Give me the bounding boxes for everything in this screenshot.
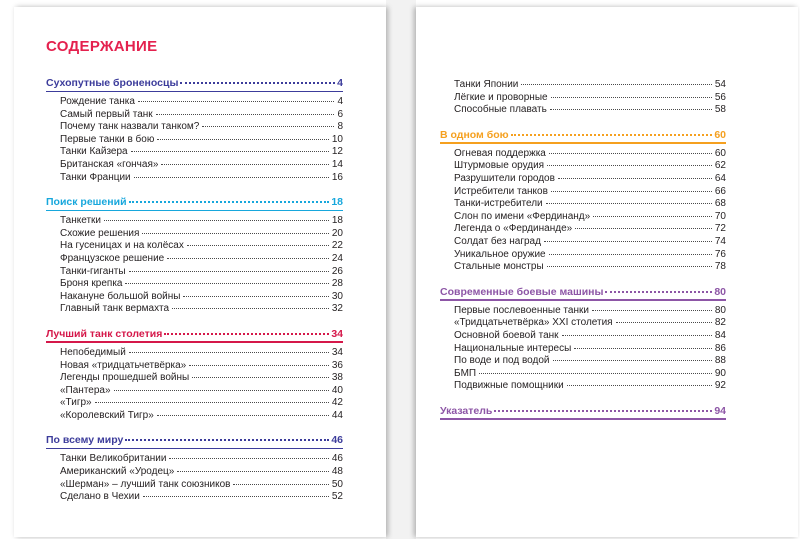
dot-leader — [169, 458, 328, 459]
toc-entry-page: 66 — [714, 185, 726, 197]
toc-entry-label: «Шерман» – лучший танк союзников — [60, 478, 231, 490]
toc-section-heading[interactable] — [46, 196, 343, 211]
toc-entry-page: 12 — [331, 146, 343, 158]
dot-leader — [192, 377, 329, 378]
toc-entry[interactable] — [46, 240, 343, 253]
dot-leader — [553, 360, 712, 361]
toc-section — [46, 328, 343, 423]
dot-leader — [551, 97, 712, 98]
toc-entry-page: 60 — [714, 147, 726, 159]
toc-entry-label: Танки-истребители — [454, 198, 543, 210]
dot-leader — [567, 385, 712, 386]
toc-entry-label: Броня крепка — [60, 278, 123, 290]
toc-entry[interactable] — [46, 410, 343, 423]
toc-entry[interactable] — [440, 261, 726, 274]
toc-entry[interactable] — [440, 79, 726, 92]
toc-entry[interactable] — [46, 121, 343, 134]
section-page: 80 — [714, 285, 726, 298]
dot-leader — [558, 178, 712, 179]
toc-entry-label: БМП — [454, 367, 477, 379]
toc-entry[interactable] — [440, 330, 726, 343]
toc-entry-label: Лёгкие и проворные — [454, 91, 548, 103]
toc-entry-page: 6 — [337, 108, 343, 120]
toc-entry-page: 62 — [714, 160, 726, 172]
toc-entry[interactable] — [440, 355, 726, 368]
toc-section-heading[interactable] — [46, 434, 343, 449]
toc-entry[interactable] — [440, 186, 726, 199]
toc-entry-page: 24 — [331, 252, 343, 264]
toc-continued-entries — [440, 79, 726, 117]
toc-entry[interactable] — [46, 385, 343, 398]
dot-leader — [187, 245, 329, 246]
toc-left-column — [46, 77, 343, 516]
toc-entry-label: Разрушители городов — [454, 172, 555, 184]
dot-leader — [177, 471, 329, 472]
toc-entry-label: Рождение танка — [60, 96, 135, 107]
toc-entry[interactable] — [46, 109, 343, 122]
dot-leader — [574, 348, 712, 349]
toc-entry-label: Британская «гончая» — [60, 158, 159, 170]
toc-entry-label: Новая «тридцатьчетвёрка» — [60, 359, 187, 371]
toc-entry-page: 18 — [331, 215, 343, 227]
toc-section — [46, 77, 343, 184]
section-title: По всему миру — [46, 434, 124, 447]
toc-section — [46, 434, 343, 503]
toc-entry[interactable] — [46, 146, 343, 159]
dot-leader — [521, 84, 712, 85]
toc-entry-label: Французское решение — [60, 252, 165, 264]
toc-entry-page: 34 — [331, 346, 343, 358]
toc-entry[interactable] — [46, 134, 343, 147]
dot-leader — [544, 241, 712, 242]
toc-entry-page: 22 — [331, 240, 343, 252]
toc-entry-label: Истребители танков — [454, 185, 548, 197]
toc-entry[interactable] — [440, 249, 726, 262]
toc-entry-label: Легенда о «Фердинанде» — [454, 223, 573, 235]
toc-entry-page: 76 — [714, 248, 726, 260]
dot-leader — [114, 390, 329, 391]
toc-entry[interactable] — [440, 92, 726, 105]
toc-right-column — [440, 77, 726, 432]
toc-entry-label: Стальные монстры — [454, 261, 544, 273]
dot-leader — [164, 333, 329, 335]
dot-leader — [546, 203, 712, 204]
section-title: Сухопутные броненосцы — [46, 77, 179, 89]
section-page: 60 — [714, 128, 726, 141]
toc-entry-label: Уникальное оружие — [454, 248, 546, 260]
toc-entry[interactable] — [440, 148, 726, 161]
toc-entry-page: 84 — [714, 329, 726, 341]
dot-leader — [616, 322, 712, 323]
dot-leader — [551, 191, 712, 192]
toc-entry-label: «Тридцатьчетвёрка» XXI столетия — [454, 317, 613, 329]
section-title: Лучший танк столетия — [46, 327, 163, 340]
toc-entry-label: Американский «Уродец» — [60, 466, 175, 478]
toc-entry-label: Первые танки в бою — [60, 133, 155, 145]
toc-entry-page: 90 — [714, 367, 726, 379]
toc-entry-label: Легенды прошедшей войны — [60, 372, 190, 384]
toc-entry-page: 52 — [331, 491, 343, 503]
dot-leader — [575, 228, 712, 229]
toc-entry-label: По воде и под водой — [454, 355, 550, 367]
toc-entry-label: Накануне большой войны — [60, 290, 181, 302]
dot-leader — [134, 177, 329, 178]
dot-leader — [172, 308, 329, 309]
toc-entry-label: Танки-гиганты — [60, 265, 126, 277]
toc-entry-page: 78 — [714, 261, 726, 273]
toc-entry[interactable] — [46, 397, 343, 410]
dot-leader — [142, 233, 328, 234]
toc-entry[interactable] — [440, 305, 726, 318]
toc-entry[interactable] — [46, 228, 343, 241]
section-page: 34 — [331, 327, 343, 340]
toc-entry-label: Подвижные помощники — [454, 380, 564, 392]
dot-leader — [167, 258, 329, 259]
toc-entry-page: 86 — [714, 342, 726, 354]
dot-leader — [180, 82, 335, 84]
dot-leader — [131, 151, 329, 152]
toc-entry-page: 30 — [331, 290, 343, 302]
toc-entry[interactable] — [440, 343, 726, 356]
dot-leader — [161, 164, 328, 165]
toc-section-heading[interactable] — [440, 129, 726, 144]
toc-entry[interactable] — [440, 198, 726, 211]
toc-entry-label: Огневая поддержка — [454, 147, 546, 159]
toc-entry-label: Главный танк вермахта — [60, 303, 170, 315]
toc-entry-page: 88 — [714, 355, 726, 367]
toc-entry[interactable] — [440, 380, 726, 393]
dot-leader — [605, 291, 712, 293]
toc-section — [440, 405, 726, 420]
toc-entry-label: «Королевский Тигр» — [60, 409, 154, 421]
toc-entry-label: Почему танк назвали танком? — [60, 121, 200, 133]
dot-leader — [143, 496, 329, 497]
toc-entry-label: Способные плавать — [454, 104, 547, 116]
toc-entry-page: 28 — [331, 278, 343, 290]
toc-entry-label: Основной боевой танк — [454, 329, 559, 341]
toc-entry-label: «Тигр» — [60, 397, 92, 409]
toc-section-heading[interactable] — [46, 77, 343, 92]
toc-entry-page: 26 — [331, 265, 343, 277]
dot-leader — [494, 410, 712, 412]
dot-leader — [104, 220, 329, 221]
toc-entry[interactable] — [440, 211, 726, 224]
toc-entry[interactable] — [46, 266, 343, 279]
toc-entry-page: 92 — [714, 380, 726, 392]
dot-leader — [547, 266, 712, 267]
dot-leader — [592, 310, 712, 311]
toc-entry-label: Слон по имени «Фердинанд» — [454, 210, 591, 222]
section-page: 4 — [337, 77, 343, 89]
toc-entry[interactable] — [440, 160, 726, 173]
dot-leader — [189, 365, 329, 366]
dot-leader — [95, 402, 329, 403]
toc-entry-page: 32 — [331, 303, 343, 315]
toc-entry[interactable] — [46, 253, 343, 266]
toc-entry-page: 50 — [331, 478, 343, 490]
toc-entry[interactable] — [440, 317, 726, 330]
dot-leader — [138, 101, 335, 102]
toc-entry-page: 70 — [714, 210, 726, 222]
toc-entry[interactable] — [440, 104, 726, 117]
toc-entry[interactable] — [46, 479, 343, 492]
toc-entry-page: 44 — [331, 409, 343, 421]
toc-entry-page: 80 — [714, 304, 726, 316]
toc-entry[interactable] — [46, 303, 343, 316]
toc-entry-label: Танки Франции — [60, 171, 131, 183]
toc-entry[interactable] — [46, 360, 343, 373]
toc-entry-page: 36 — [331, 359, 343, 371]
toc-entry-page: 74 — [714, 235, 726, 247]
toc-entry-page: 16 — [331, 171, 343, 183]
toc-entry-label: Сделано в Чехии — [60, 491, 140, 503]
toc-entry-page: 58 — [714, 104, 726, 116]
toc-entry-label: Танки Японии — [454, 79, 519, 90]
dot-leader — [479, 373, 712, 374]
toc-entry-page: 64 — [714, 172, 726, 184]
section-title: Поиск решений — [46, 196, 127, 209]
toc-entry[interactable] — [46, 215, 343, 228]
section-title: Современные боевые машины — [440, 285, 604, 298]
dot-leader — [183, 296, 328, 297]
toc-entry[interactable] — [440, 173, 726, 186]
dot-leader — [157, 415, 329, 416]
toc-entry-label: Первые послевоенные танки — [454, 304, 589, 316]
toc-entry[interactable] — [440, 368, 726, 381]
toc-entry[interactable] — [440, 236, 726, 249]
toc-entry-label: Непобедимый — [60, 346, 126, 358]
page-title: СОДЕРЖАНИЕ — [46, 38, 158, 55]
dot-leader — [593, 216, 712, 217]
toc-entry-page: 40 — [331, 384, 343, 396]
toc-entry-page: 46 — [331, 453, 343, 465]
toc-entry-label: «Пантера» — [60, 384, 111, 396]
section-title: В одном бою — [440, 128, 509, 141]
toc-entry[interactable] — [46, 278, 343, 291]
dot-leader — [549, 153, 712, 154]
toc-entry-label: Схожие решения — [60, 227, 140, 239]
dot-leader — [547, 165, 712, 166]
toc-section — [440, 129, 726, 274]
section-page: 18 — [331, 196, 343, 209]
toc-entry-page: 10 — [331, 133, 343, 145]
toc-entry-page: 56 — [714, 91, 726, 103]
dot-leader — [125, 283, 328, 284]
section-page: 46 — [331, 434, 343, 447]
dot-leader — [550, 109, 712, 110]
dot-leader — [562, 335, 712, 336]
section-page: 94 — [714, 404, 726, 417]
toc-section-heading[interactable] — [440, 405, 726, 420]
toc-entry-label: Штурмовые орудия — [454, 160, 545, 172]
toc-entry-page: 68 — [714, 198, 726, 210]
toc-entry-page: 72 — [714, 223, 726, 235]
toc-entry[interactable] — [46, 491, 343, 504]
toc-entry[interactable] — [46, 96, 343, 109]
dot-leader — [125, 439, 329, 441]
toc-entry-label: Солдат без наград — [454, 235, 541, 247]
dot-leader — [129, 352, 329, 353]
toc-section-heading[interactable] — [440, 286, 726, 301]
book-gutter — [386, 0, 416, 539]
dot-leader — [233, 484, 328, 485]
toc-entry-label: Танки Великобритании — [60, 453, 167, 465]
dot-leader — [511, 134, 713, 136]
toc-section — [440, 286, 726, 393]
toc-section-heading[interactable] — [46, 328, 343, 343]
toc-entry-page: 54 — [714, 79, 726, 90]
toc-entry[interactable] — [46, 466, 343, 479]
dot-leader — [202, 126, 334, 127]
dot-leader — [129, 201, 330, 203]
dot-leader — [129, 271, 329, 272]
toc-entry-page: 4 — [337, 96, 343, 107]
toc-entry-label: Национальные интересы — [454, 342, 572, 354]
toc-entry-label: Танкетки — [60, 215, 102, 227]
toc-entry[interactable] — [46, 172, 343, 185]
toc-entry-page: 48 — [331, 466, 343, 478]
toc-entry[interactable] — [46, 291, 343, 304]
toc-entry-page: 14 — [331, 158, 343, 170]
toc-entry-page: 20 — [331, 227, 343, 239]
section-title: Указатель — [440, 404, 493, 417]
toc-entry[interactable] — [440, 223, 726, 236]
toc-entry[interactable] — [46, 159, 343, 172]
dot-leader — [157, 139, 329, 140]
toc-entry[interactable] — [46, 372, 343, 385]
toc-entry[interactable] — [46, 453, 343, 466]
toc-entry-page: 42 — [331, 397, 343, 409]
toc-entry-label: На гусеницах и на колёсах — [60, 240, 184, 252]
dot-leader — [156, 114, 335, 115]
toc-entry-label: Самый первый танк — [60, 108, 153, 120]
toc-entry-page: 38 — [331, 372, 343, 384]
toc-entry-page: 82 — [714, 317, 726, 329]
toc-entry[interactable] — [46, 347, 343, 360]
toc-section — [46, 196, 343, 316]
toc-entry-page: 8 — [337, 121, 343, 133]
dot-leader — [549, 254, 712, 255]
toc-entry-label: Танки Кайзера — [60, 146, 128, 158]
